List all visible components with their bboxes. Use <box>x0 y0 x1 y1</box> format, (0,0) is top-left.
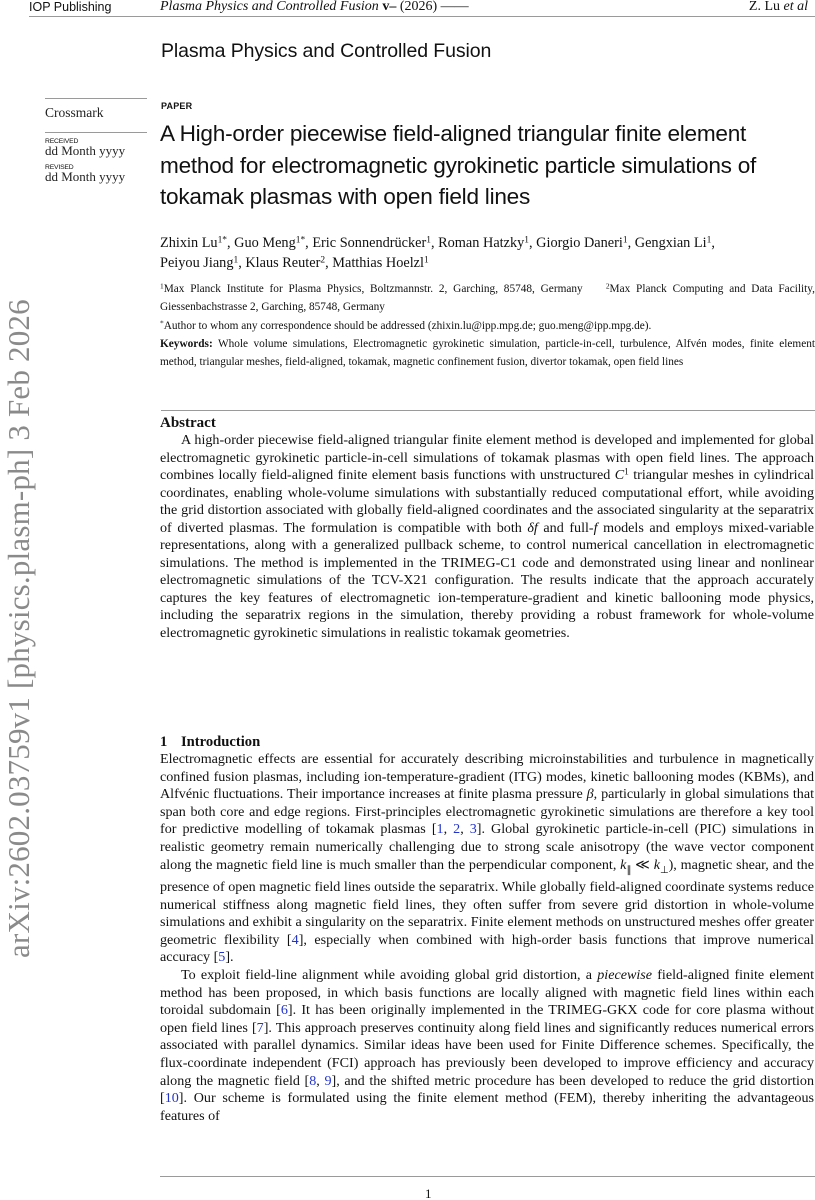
year: (2026) <box>399 0 438 14</box>
author: Peiyou Jiang$^1$ <box>160 255 239 271</box>
received-date: dd Month yyyy <box>45 143 126 158</box>
author-short: Z. Lu <box>748 0 780 14</box>
author-list: Zhixin $Lu^{1*}$, Guo Meng$^{1*}$, Eric Sonnendrücker$^1$, Roman Hatzky$^1$, Giorgio Daneri$^1$, Gengxian Li$^1$, Peiyou Jiang$^1$, Klaus Reuter$^2$, Matthias Hoelzl$^1$ <box>160 235 715 271</box>
author: Eric Sonnendrücker$^1$ <box>312 235 431 251</box>
citation-link[interactable]: 10 <box>164 1090 179 1107</box>
paragraph: Electromagnetic effects are essential for accurately describing microinstabilities and turbulence in magnetically confined fusion plasmas, including ion-temperature-gradient (ITG) modes, kinetic ballooning modes (KBMs), and Alfvénic fluctuations. Their importance increases at finite plasma pressure β, particularly in global simulations that span both core and edge regions. First-principles electromagnetic gyrokinetic simulations are therefore a key tool for predictive modelling of tokamak plasmas [1, 2, 3]. Global gyrokinetic particle-in-cell (PIC) simulations in realistic geometry remain numerically challenging due to strong scale anisotropy (the wave vector component along the magnetic field line is much smaller than the perpendicular component, $k_\parallel$ ≪ $k_\perp$), magnetic shear, and the presence of open magnetic field lines outside the separatrix. While globally field-aligned coordinate systems reduce numerical stiffness along magnetic field lines, they often suffer from severe grid distortion in whole-volume simulations and exhibit a singularity on the separatrix. Finite element methods on unstructured meshes offer greater geometric flexibility [4], especially when combined with high-order basis functions that improve numerical accuracy [5]. <box>160 751 814 966</box>
running-journal-citation <box>160 0 469 14</box>
abstract-heading: Abstract <box>160 415 216 431</box>
author: Gengxian Li$^1$ <box>634 235 712 251</box>
citation-link[interactable]: 1 <box>436 821 444 838</box>
citation-link[interactable]: 2 <box>453 821 461 838</box>
running-head <box>29 0 815 17</box>
citation-link[interactable]: 7 <box>256 1019 264 1036</box>
article-type: PAPER <box>161 101 193 111</box>
crossmark-link[interactable]: Crossmark <box>45 105 104 120</box>
affiliation-1: Max Planck Institute for Plasma Physics, Boltzmannstr. 2, Garching, 85748, Germany <box>163 283 583 295</box>
divider <box>45 132 147 133</box>
abstract-text: A high-order piecewise field-aligned triangular finite element method is developed and implemented for global electromagnetic gyrokinetic particle-in-cell simulations of tokamak plasmas with open field lines. The approach combines locally field-aligned finite element basis functions with unstructured $C^1$ triangular meshes in cylindrical coordinates, enabling whole-volume simulations with substantially reduced computational effort, while avoiding the grid distortion associated with globally field-aligned coordinates and the associated singularity at the separatrix of diverted plasmas. The formulation is compatible with both δf and full-f models and employs mixed-variable representations, along with a generalized pullback scheme, to control numerical cancellation in electromagnetic simulations. The method is implemented in the TRIMEG-C1 code and demonstrated using linear and nonlinear electromagnetic simulations of the TCV-X21 configuration. The results indicate that the approach accurately captures the key features of electromagnetic ion-temperature-gradient and kinetic ballooning mode physics, including the separatrix regions in the simulation, thereby providing a robust framework for whole-volume electromagnetic gyrokinetic simulations in realistic tokamak geometries. <box>160 432 814 641</box>
affiliation-2: Max Planck Computing and Data Facility, Giessenbachstrasse 2, Garching, 85748, Germany <box>160 283 815 314</box>
revised-label: REVISED <box>45 164 74 171</box>
divider <box>45 98 147 99</box>
article-history-sidebar <box>45 98 147 183</box>
footer-divider <box>160 1176 815 1177</box>
journal-name: Plasma Physics and Controlled Fusion <box>160 0 379 14</box>
arxiv-identifier-stamp: arXiv:2602.03759v1 [physics.plasm-ph] 3 Feb 2026 <box>1 299 36 958</box>
citation-link[interactable]: 8 <box>309 1072 317 1089</box>
author: Roman Hatzky$^1$ <box>438 235 530 251</box>
running-author <box>749 0 808 14</box>
affiliations: $^1$Max Planck Institute for Plasma Physics, Boltzmannstr. 2, Garching, 85748, Germany $^2$Max Planck Computing and Data Facility, Giessenbachstrasse 2, Garching, 85748, Germany <box>160 281 815 314</box>
keywords <box>160 335 815 372</box>
divider <box>161 410 815 411</box>
volume: v– <box>382 0 397 14</box>
keywords-text: Whole volume simulations, Electromagnetic gyrokinetic simulation, particle-in-cell, turbulence, Alfvén modes, finite element method, triangular meshes, field-aligned, tokamak, magnetic confinement fusion, divertor tokamak, open field lines <box>160 337 815 369</box>
paragraph: To exploit field-line alignment while avoiding global grid distortion, a piecewise field-aligned finite element method has been proposed, in which basis functions are locally aligned with magnetic field lines within each toroidal subdomain [6]. It has been originally implemented in the TRIMEG-GKX code for core plasma without open field lines [7]. This approach preserves continuity along field lines and significantly reduces numerical errors associated with parallel dynamics. Similar ideas have been used for Finite Difference schemes. Specifically, the flux-coordinate independent (FCI) approach has previously been developed to improve efficiency and accuracy along the magnetic field [8, 9], and the shifted metric procedure has been developed to reduce the grid distortion [10]. Our scheme is formulated using the finite element method (FEM), thereby inheriting the advantageous features of <box>160 966 815 1124</box>
pages: —— <box>440 0 469 14</box>
author: Guo Meng$^{1*}$ <box>234 235 306 251</box>
revised-date: dd Month yyyy <box>45 169 126 184</box>
affiliations-block <box>160 280 815 371</box>
author: Zhixin $Lu^{1*}$ <box>160 235 228 251</box>
citation-link[interactable]: 6 <box>280 1002 288 1019</box>
abstract-section <box>160 414 814 642</box>
citation-link[interactable]: 3 <box>469 821 477 838</box>
author: Klaus Reuter$^2$ <box>245 255 326 271</box>
citation-link[interactable]: 5 <box>218 949 226 966</box>
journal-banner: Plasma Physics and Controlled Fusion <box>161 40 492 62</box>
page-number: 1 <box>425 1186 432 1200</box>
paper-title: A High-order piecewise field-aligned triangular finite element method for electromagnetic gyrokinetic particle simulations of tokamak plasmas with open field lines <box>160 121 757 209</box>
author: Giorgio Daneri$^1$ <box>536 235 628 251</box>
publisher-name: IOP Publishing <box>29 0 112 14</box>
et-al: et al <box>783 0 808 14</box>
citation-link[interactable]: 4 <box>291 931 299 948</box>
author: Matthias Hoelzl$^1$ <box>332 255 429 271</box>
section-heading: 1 Introduction <box>160 734 261 750</box>
correspondence-note: *Author to whom any correspondence should be addressed (zhixin.lu@ipp.mpg.de; guo.meng@ipp.mpg.de). <box>160 317 652 332</box>
received-label: RECEIVED <box>45 138 79 145</box>
citation-link[interactable]: 9 <box>324 1072 332 1089</box>
keywords-label: Keywords: <box>160 337 213 350</box>
introduction-section <box>160 734 814 1125</box>
